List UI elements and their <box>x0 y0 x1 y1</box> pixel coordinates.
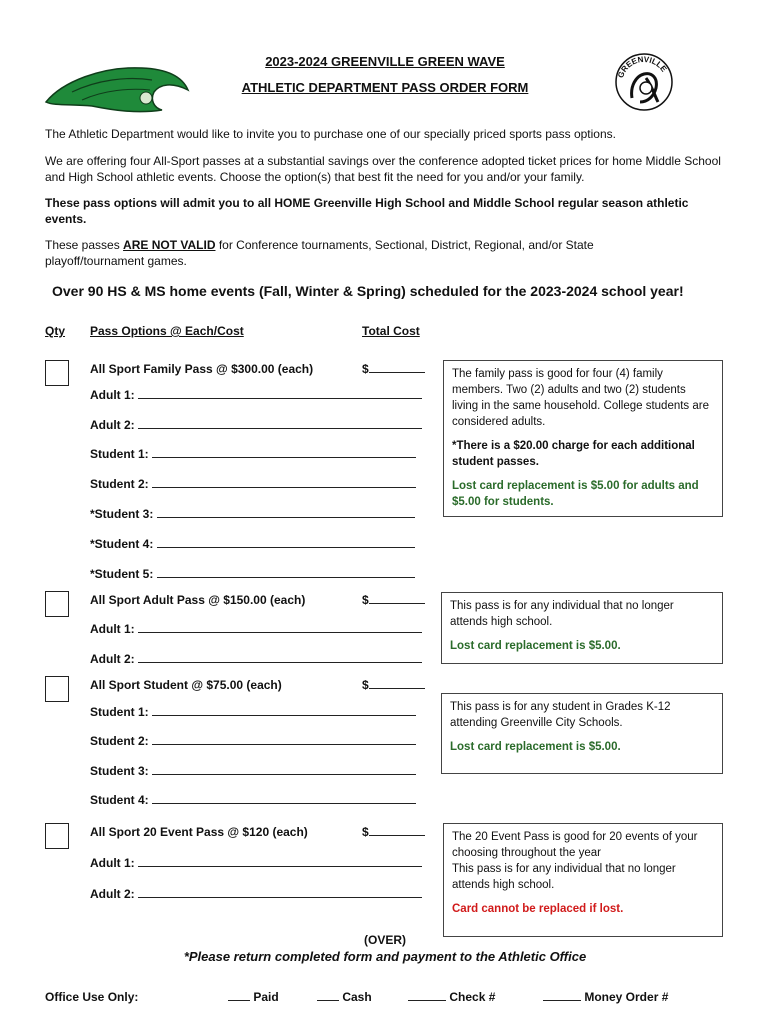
form-subtitle: ATHLETIC DEPARTMENT PASS ORDER FORM <box>241 80 529 95</box>
paid-field[interactable]: Paid <box>228 990 279 1004</box>
student-pass-info-box: This pass is for any student in Grades K-12 attending Greenville City Schools. Lost card replacement is $5.00. <box>441 693 723 774</box>
intro-paragraph-3: These pass options will admit you to all HOME Greenville High School and Middle School regular season athletic events. <box>45 196 689 226</box>
family-pass-label: All Sport Family Pass @ $300.00 (each) <box>90 362 314 376</box>
event20-pass-info-box: The 20 Event Pass is good for 20 events of your choosing throughout the year This pass is for any individual that no longer attends high school. Card cannot be replaced if lost. <box>443 823 723 937</box>
family-pass-info-box: The family pass is good for four (4) family members. Two (2) adults and two (2) students living in the same household. College students are considered adults. *There is a $20.00 charge for each additional student passes. Lost card replacement is $5.00 for adults and $5.00 for students. <box>443 360 723 517</box>
adult-pass-total[interactable]: $ <box>362 593 425 607</box>
adult-pass-label: All Sport Adult Pass @ $150.00 (each) <box>90 593 306 607</box>
family-student-5-field[interactable]: *Student 5: <box>90 567 415 581</box>
student-pass-student-1-field[interactable]: Student 1: <box>90 705 416 719</box>
event20-adult-2-field[interactable]: Adult 2: <box>90 887 422 901</box>
student-pass-student-2-field[interactable]: Student 2: <box>90 734 416 748</box>
check-number-field[interactable]: Check # <box>408 990 495 1004</box>
event20-pass-label: All Sport 20 Event Pass @ $120 (each) <box>90 825 308 839</box>
cash-field[interactable]: Cash <box>317 990 372 1004</box>
office-use-label: Office Use Only: <box>45 990 139 1004</box>
family-adult-1-field[interactable]: Adult 1: <box>90 388 422 402</box>
adult-pass-qty-box[interactable] <box>45 591 69 617</box>
total-header: Total Cost <box>362 324 420 338</box>
events-headline: Over 90 HS & MS home events (Fall, Winter & Spring) scheduled for the 2023-2024 school year! <box>52 283 684 299</box>
event20-adult-1-field[interactable]: Adult 1: <box>90 856 422 870</box>
over-text: (OVER) <box>364 933 406 947</box>
intro-paragraph-1: The Athletic Department would like to invite you to purchase one of our specially priced sports pass options. <box>45 127 616 141</box>
family-pass-total[interactable]: $ <box>362 362 425 376</box>
form-title: 2023-2024 GREENVILLE GREEN WAVE <box>265 54 505 69</box>
family-student-1-field[interactable]: Student 1: <box>90 447 416 461</box>
student-pass-student-3-field[interactable]: Student 3: <box>90 764 416 778</box>
qty-header: Qty <box>45 324 66 338</box>
family-student-3-field[interactable]: *Student 3: <box>90 507 415 521</box>
student-pass-qty-box[interactable] <box>45 676 69 702</box>
student-pass-label: All Sport Student @ $75.00 (each) <box>90 678 282 692</box>
intro-paragraph-4: These passes ARE NOT VALID for Conference tournaments, Sectional, District, Regional, and/or State playoff/tournament games. <box>45 238 594 268</box>
svg-text:GREENVILLE: GREENVILLE <box>616 54 669 80</box>
student-pass-student-4-field[interactable]: Student 4: <box>90 793 416 807</box>
not-valid-text: ARE NOT VALID <box>123 238 216 252</box>
family-adult-2-field[interactable]: Adult 2: <box>90 418 422 432</box>
event20-pass-qty-box[interactable] <box>45 823 69 849</box>
money-order-field[interactable]: Money Order # <box>543 990 668 1004</box>
options-header: Pass Options @ Each/Cost <box>90 324 244 338</box>
adult-pass-adult-2-field[interactable]: Adult 2: <box>90 652 422 666</box>
family-student-2-field[interactable]: Student 2: <box>90 477 416 491</box>
return-instruction: *Please return completed form and payment to the Athletic Office <box>183 949 587 964</box>
adult-pass-info-box: This pass is for any individual that no longer attends high school. Lost card replacement is $5.00. <box>441 592 723 664</box>
family-pass-qty-box[interactable] <box>45 360 69 386</box>
family-student-4-field[interactable]: *Student 4: <box>90 537 415 551</box>
adult-pass-adult-1-field[interactable]: Adult 1: <box>90 622 422 636</box>
event20-pass-total[interactable]: $ <box>362 825 425 839</box>
intro-paragraph-2: We are offering four All-Sport passes at a substantial savings over the conference adopted ticket prices for home Middle School and High School athletic events. Choose the option(s) that best fit the need for you and/or your family. <box>45 154 721 184</box>
student-pass-total[interactable]: $ <box>362 678 425 692</box>
